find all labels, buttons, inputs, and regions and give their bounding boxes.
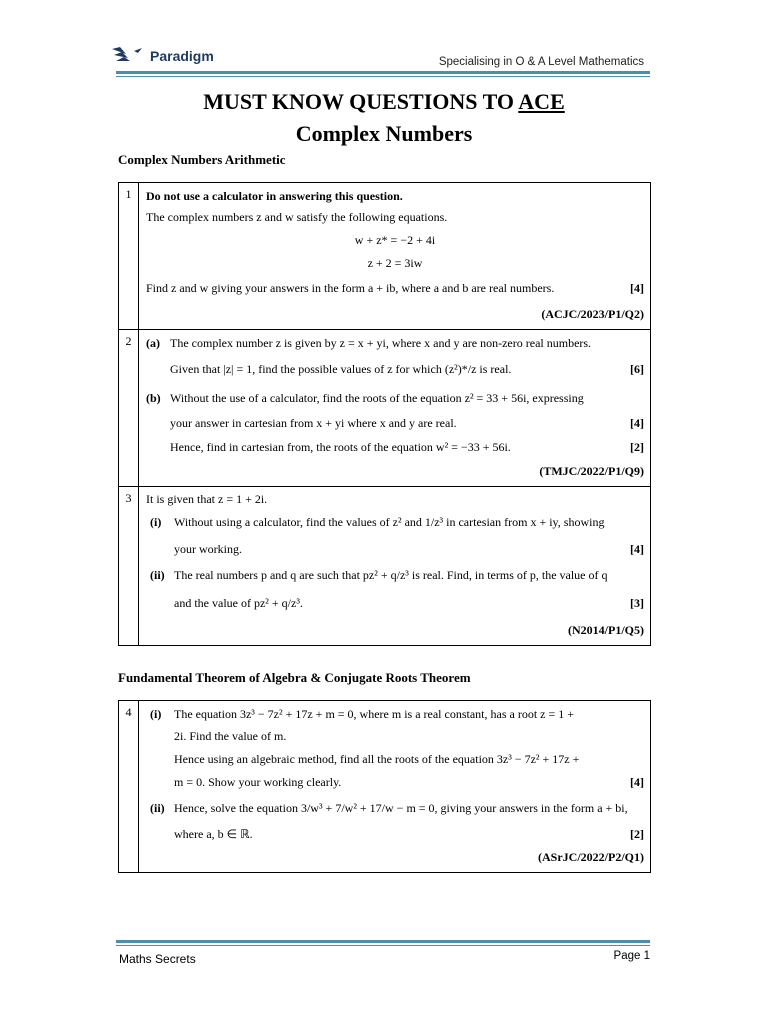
instruction: Do not use a calculator in answering this question. bbox=[146, 188, 403, 203]
marks: [4] bbox=[630, 774, 644, 789]
question-text: Hence using an algebraic method, find all the roots of the equation 3z³ − 7z² + 17z + bbox=[174, 751, 580, 766]
question-text: and the value of pz² + q/z³. bbox=[174, 596, 303, 610]
marks: [4] bbox=[630, 416, 644, 430]
title-text: MUST KNOW QUESTIONS TO bbox=[203, 89, 519, 114]
part-line bbox=[146, 385, 644, 411]
part-label: (ii) bbox=[150, 568, 165, 582]
page-number: Page 1 bbox=[613, 950, 650, 962]
title-emphasis: ACE bbox=[518, 89, 565, 114]
part-line bbox=[146, 508, 644, 536]
question-table-2 bbox=[118, 700, 651, 873]
source-ref: (ASrJC/2022/P2/Q1) bbox=[538, 849, 644, 864]
header-rule-thin bbox=[116, 76, 650, 77]
question-row bbox=[119, 330, 651, 487]
equation: z + 2 = 3iw bbox=[367, 255, 423, 270]
question-body bbox=[139, 487, 651, 646]
part-line bbox=[146, 770, 644, 793]
question-text: The real numbers p and q are such that pz² + q/z³ is real. Find, in terms of p, the value of q bbox=[174, 568, 608, 582]
question-text: The complex number z is given by z = x + yi, where x and y are non-zero real numbers. bbox=[170, 336, 592, 350]
part-line bbox=[146, 793, 644, 823]
question-body bbox=[139, 183, 651, 330]
header-rule bbox=[116, 71, 650, 74]
part-label: (i) bbox=[150, 707, 162, 721]
part-label: (a) bbox=[146, 336, 160, 350]
equation: w + z* = −2 + 4i bbox=[354, 232, 436, 247]
part-line bbox=[146, 411, 644, 435]
question-text: The equation 3z³ − 7z² + 17z + m = 0, where m is a real constant, has a root z = 1 + bbox=[174, 707, 575, 721]
part-label: (i) bbox=[150, 515, 162, 529]
part-line bbox=[146, 333, 644, 353]
part-line bbox=[146, 536, 644, 562]
marks: [2] bbox=[630, 440, 644, 454]
section-heading-algebra: Fundamental Theorem of Algebra & Conjugate Roots Theorem bbox=[118, 670, 471, 685]
question-text: your working. bbox=[174, 542, 242, 556]
wing-arrow-logo-icon bbox=[110, 45, 144, 67]
part-line bbox=[146, 704, 644, 724]
question-text: It is given that z = 1 + 2i. bbox=[146, 492, 268, 506]
question-text: Without the use of a calculator, find the roots of the equation z² = 33 + 56i, expressing bbox=[170, 391, 584, 405]
page-subtitle: Complex Numbers bbox=[295, 121, 473, 146]
question-number: 2 bbox=[119, 330, 139, 487]
source-ref: (ACJC/2023/P1/Q2) bbox=[541, 306, 644, 321]
question-number: 1 bbox=[119, 183, 139, 330]
part-label: (ii) bbox=[150, 801, 165, 815]
source-ref: (TMJC/2022/P1/Q9) bbox=[539, 463, 644, 478]
section-heading-arithmetic: Complex Numbers Arithmetic bbox=[118, 152, 286, 167]
part-line bbox=[146, 353, 644, 385]
question-table-1 bbox=[118, 182, 651, 646]
question-text: The complex numbers z and w satisfy the following equations. bbox=[146, 209, 448, 224]
question-text: 2i. Find the value of m. bbox=[174, 728, 287, 743]
brand-logo bbox=[110, 45, 214, 67]
question-text: Hence, solve the equation 3/w³ + 7/w² + 17/w − m = 0, giving your answers in the form a + bi, bbox=[174, 801, 628, 815]
part-line bbox=[146, 588, 644, 618]
tagline: Specialising in O & A Level Mathematics bbox=[438, 56, 644, 68]
footer-rule-thin bbox=[116, 945, 650, 946]
question-row bbox=[119, 701, 651, 873]
question-body bbox=[139, 701, 651, 873]
question-text: Given that |z| = 1, find the possible values of z for which (z²)*/z is real. bbox=[170, 362, 512, 376]
question-number: 4 bbox=[119, 701, 139, 873]
marks: [2] bbox=[630, 827, 644, 841]
question-body bbox=[139, 330, 651, 487]
question-text: Without using a calculator, find the values of z² and 1/z³ in cartesian from x + iy, showing bbox=[174, 515, 605, 529]
brand-name: Paradigm bbox=[150, 48, 214, 64]
question-text: where a, b ∈ ℝ. bbox=[174, 827, 253, 841]
marks: [6] bbox=[630, 362, 644, 376]
question-text: your answer in cartesian from x + yi where x and y are real. bbox=[170, 416, 457, 430]
footer-label: Maths Secrets bbox=[119, 952, 196, 966]
marks: [3] bbox=[630, 596, 644, 610]
part-line bbox=[146, 823, 644, 845]
part-label: (b) bbox=[146, 391, 161, 405]
question-text: m = 0. Show your working clearly. bbox=[174, 774, 342, 789]
question-text: Hence, find in cartesian from, the roots of the equation w² = −33 + 56i. bbox=[170, 440, 511, 454]
page-title bbox=[0, 88, 768, 116]
source-ref: (N2014/P1/Q5) bbox=[568, 622, 644, 637]
question-text-line bbox=[146, 274, 644, 302]
question-text: Find z and w giving your answers in the form a + ib, where a and b are real numbers. bbox=[146, 281, 555, 295]
question-number: 3 bbox=[119, 487, 139, 646]
footer-rule bbox=[116, 940, 650, 943]
marks: [4] bbox=[630, 542, 644, 556]
question-row bbox=[119, 183, 651, 330]
marks: [4] bbox=[630, 281, 644, 295]
part-line bbox=[146, 562, 644, 588]
question-row bbox=[119, 487, 651, 646]
part-line bbox=[146, 435, 644, 459]
